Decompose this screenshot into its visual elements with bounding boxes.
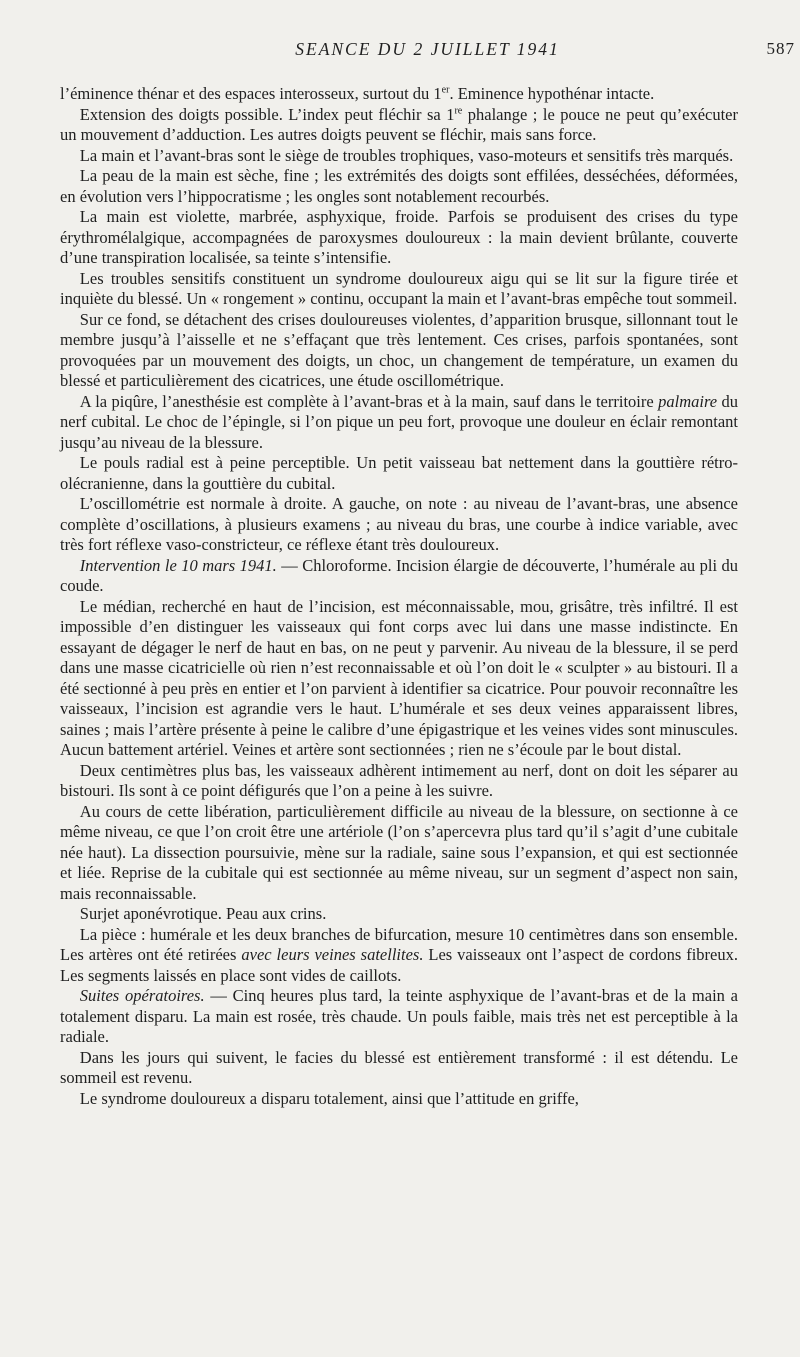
superscript: er [441,84,450,96]
text-run: Le pouls radial est à peine perceptible. Un petit vaisseau bat nettement dans la gouttière rétro-olécranienne, dans la gouttière du cubital. [60,453,738,493]
text-run: A la piqûre, l’anesthésie est complète à l’avant-bras et à la main, sauf dans le territoire [79,391,659,411]
text-run: — Chloroforme. Incision élargie de découverte, l’humérale au pli du coude. [60,555,739,595]
italic-text: palmaire [658,391,718,411]
text-run: du nerf cubital. Le choc de l’épingle, si l’on pique un peu fort, provoque une douleur en éclair remontant jusqu’au niveau de la blessure. [60,391,739,452]
text-run: Deux centimètres plus bas, les vaisseaux adhèrent intimement au nerf, dont on doit les séparer au bistouri. Ils sont à ce point défigurés que l’on a peine à les suivre. [60,760,738,800]
paragraph [60,986,738,1048]
text-run: . Eminence hypothénar intacte. [449,84,655,103]
paragraph [60,166,738,207]
text-run: La pièce : humérale et les deux branches de bifurcation, mesure 10 centimètres dans son ensemble. Les artères ont été retirées [60,924,738,964]
text-run: Le médian, recherché en haut de l’incision, est méconnaissable, mou, grisâtre, très infiltré. Il est impossible d’en distinguer les vaisseaux qui font corps avec lui dans une masse indistincte. En essayant de dégager le nerf de haut en bas, on ne peut y parvenir. Au niveau de la blessure, il se perd dans une masse cicatricielle où rien n’est reconnaissable et où l’on doit le « sculpter » au bistouri. Il a été sectionné à peu près en entier et l’on parvient à identifier sa cicatrice. Pour pouvoir reconnaître les vaisseaux, l’incision est agrandie vers le haut. L’humérale et ses deux veines apparaissent libres, saines ; mais l’artère présente à peine le calibre d’une épigastrique et les veines vides sont minuscules. Aucun battement artériel. Veines et artère sont sectionnées ; rien ne s’écoule par le bout distal. [60,596,738,759]
text-run: Les troubles sensitifs constituent un syndrome douloureux aigu qui se lit sur la figure tirée et inquiète du blessé. Un « rongement » continu, occupant la main et l’avant-bras empêche tout sommeil. [60,268,738,308]
paragraph [60,105,738,146]
text-run: phalange ; le pouce ne peut qu’exécuter un mouvement d’adduction. Les autres doigts peuvent se fléchir, mais sans force. [60,104,738,144]
paragraph [60,494,738,556]
text-run: l’éminence thénar et des espaces interosseux, surtout du 1 [60,84,442,103]
page-header [60,37,795,61]
paragraph [60,84,738,105]
text-run: La main et l’avant-bras sont le siège de troubles trophiques, vaso-moteurs et sensitifs très marqués. [79,145,734,165]
running-title: SEANCE DU 2 JUILLET 1941 [295,39,560,59]
paragraph [60,207,738,269]
paragraph [60,1048,738,1089]
text-run: Les vaisseaux ont l’aspect de cordons fibreux. Les segments laissés en place sont vides de caillots. [60,945,739,985]
text-run: La peau de la main est sèche, fine ; les extrémités des doigts sont effilées, desséchées, déformées, en évolution vers l’hippocratisme ; les ongles sont notablement recourbés. [60,166,738,206]
text-run: L’oscillométrie est normale à droite. A gauche, on note : au niveau de l’avant-bras, une absence complète d’oscillations, à plusieurs examens ; au niveau du bras, une courbe à indice variable, avec très fort réflexe vaso-constricteur, ce réflexe étant très douloureux. [60,494,738,554]
superscript: re [454,105,463,116]
text-run: Au cours de cette libération, particulièrement difficile au niveau de la blessure, on sectionne à ce même niveau, ce que l’on croit être une artériole (l’on s’apercevra plus tard qu’il s’agit d’une cubitale née haut). La dissection poursuivie, mène sur la radiale, saine sous l’expansion, et qui est sectionnée et liée. Reprise de la cubitale qui est sectionnée au même niveau, sur un segment d’aspect non sain, mais reconnaissable. [60,801,738,903]
text-run: Sur ce fond, se détachent des crises douloureuses violentes, d’apparition brusque, sillonnant tout le membre jusqu’à l’aisselle et ne s’effaçant que très lentement. Ces crises, parfois spontanées, sont provoquées par un mouvement des doigts, un choc, un changement de température, un examen du blessé et particulièrement des cicatrices, une étude oscillométrique. [60,309,738,390]
italic-text: Suites opératoires. [79,986,205,1005]
paragraph [60,904,738,925]
paragraph [60,310,738,392]
italic-text: avec leurs veines satellites. [241,945,424,964]
page-number: 587 [766,39,795,58]
text-run: Surjet aponévrotique. Peau aux crins. [79,904,327,923]
paragraph [60,1089,738,1110]
paragraph [60,392,738,454]
body-text [60,84,738,1109]
text-run: La main est violette, marbrée, asphyxique, froide. Parfois se produisent des crises du type érythromélalgique, accompagnées de paroxysmes douloureux : la main devient brûlante, couverte d’une transpiration localisée, sa teinte s’intensifie. [60,207,738,267]
paragraph [60,146,738,167]
paragraph [60,269,738,310]
paragraph [60,925,738,987]
paragraph [60,453,738,494]
text-run: Le syndrome douloureux a disparu totalement, ainsi que l’attitude en griffe, [79,1088,579,1108]
text-run: — Cinq heures plus tard, la teinte asphyxique de l’avant-bras et de la main a totalement disparu. La main est rosée, très chaude. Un pouls faible, mais très net est perceptible à la radiale. [60,986,738,1046]
text-run: Extension des doigts possible. L’index peut fléchir sa 1 [79,104,455,124]
italic-text: Intervention le 10 mars 1941. [79,555,277,575]
paragraph [60,597,738,761]
paragraph [60,802,738,905]
paragraph [60,761,738,802]
paragraph [60,556,738,597]
text-run: Dans les jours qui suivent, le facies du blessé est entièrement transformé : il est détendu. Le sommeil est revenu. [60,1047,738,1087]
